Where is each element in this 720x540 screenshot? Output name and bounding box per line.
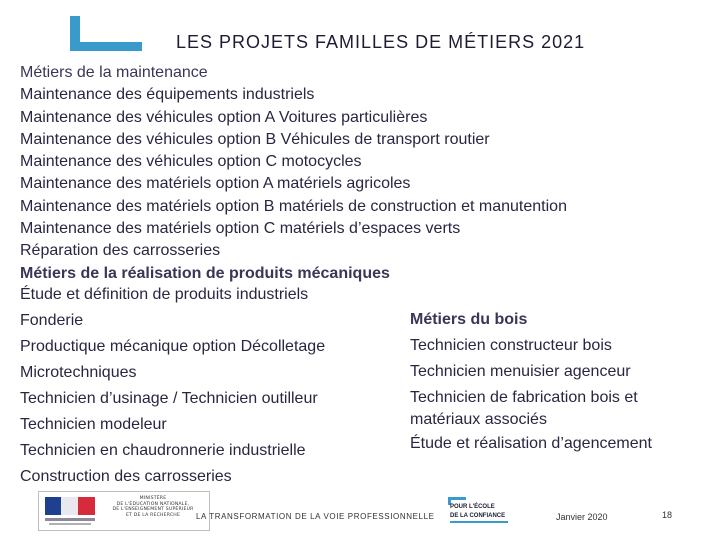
ministry-logo: [38, 491, 210, 531]
ministry-name: MINISTÈRE DE L'ÉDUCATION NATIONALE, DE L'ENSEIGNEMENT SUPÉRIEUR ET DE LA RECHERCHE: [112, 496, 194, 518]
list-item: Maintenance des équipements industriels: [20, 86, 315, 104]
mecanique-heading: Métiers de la réalisation de produits mécaniques: [20, 264, 390, 282]
list-item: Technicien menuisier agenceur: [410, 363, 631, 380]
list-item: Maintenance des véhicules option B Véhicules de transport routier: [20, 130, 490, 148]
footer-date: Janvier 2020: [556, 512, 608, 522]
marianne-flag-icon: [45, 497, 95, 527]
mecanique-list: [20, 282, 400, 490]
list-item: Technicien d’usinage / Technicien outilleur: [20, 390, 318, 407]
list-item: Maintenance des véhicules option C motocycles: [20, 153, 362, 171]
list-item: Technicien modeleur: [20, 416, 167, 433]
list-item: Maintenance des matériels option B matériels de construction et manutention: [20, 197, 567, 215]
ecole-confiance-logo: POUR L'ÉCOLE DE LA CONFIANCE: [448, 497, 512, 525]
slide-title: LES PROJETS FAMILLES DE MÉTIERS 2021: [176, 32, 586, 52]
list-item: Productique mécanique option Décolletage: [20, 338, 326, 355]
list-item: Microtechniques: [20, 364, 137, 381]
bois-section: [410, 307, 710, 457]
list-item: Réparation des carrosseries: [20, 242, 221, 260]
corner-logo-mark: [70, 16, 142, 42]
list-item: Maintenance des matériels option C matériels d’espaces verts: [20, 220, 461, 238]
list-item: Maintenance des véhicules option A Voitures particulières: [20, 108, 428, 126]
list-item: Technicien de fabrication bois et matériaux associés: [410, 389, 638, 428]
list-item: Maintenance des matériels option A matériels agricoles: [20, 175, 411, 193]
list-item: Technicien constructeur bois: [410, 337, 612, 354]
list-item: Étude et réalisation d’agencement: [410, 435, 652, 452]
list-item: Fonderie: [20, 312, 84, 329]
page-number: 18: [662, 510, 673, 520]
footer-caption: LA TRANSFORMATION DE LA VOIE PROFESSIONNELLE: [196, 512, 435, 521]
list-item: Technicien en chaudronnerie industrielle: [20, 442, 306, 459]
bois-heading: Métiers du bois: [410, 311, 528, 328]
list-item: Étude et définition de produits industriels: [20, 286, 309, 303]
maintenance-heading: Métiers de la maintenance: [20, 64, 208, 81]
maintenance-section: [20, 62, 660, 285]
list-item: Construction des carrosseries: [20, 468, 232, 485]
